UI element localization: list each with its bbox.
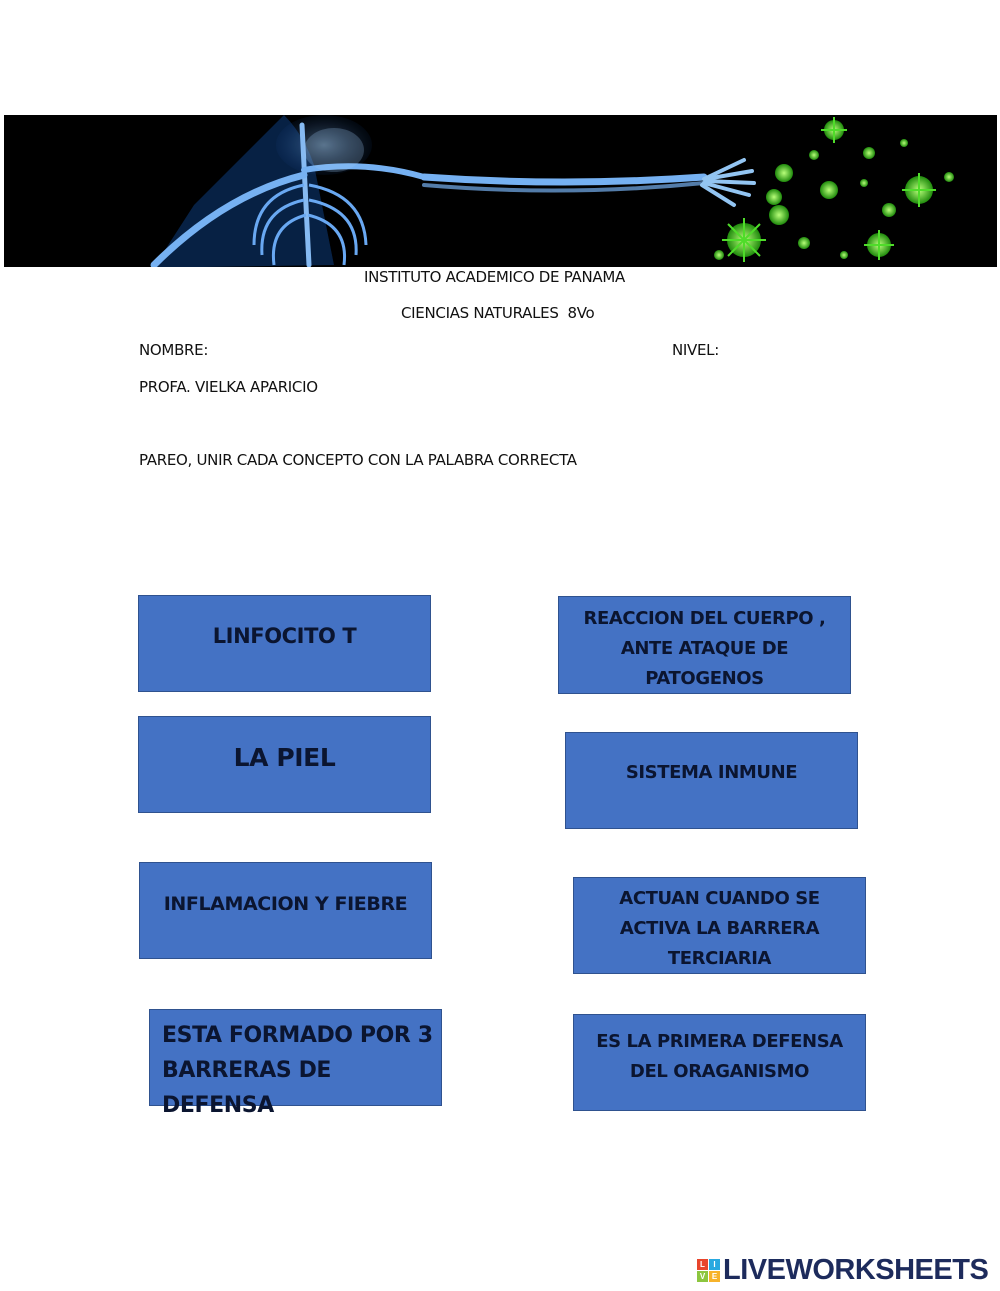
logo-mark-letter: L [697,1259,708,1270]
logo-mark-letter: I [709,1259,720,1270]
box-text-line: ACTUAN CUANDO SE [619,888,820,909]
logo-text: LIVEWORKSHEETS [723,1253,989,1286]
box-text-line: BARRERAS DE DEFENSA [162,1058,332,1118]
logo-mark-letter: E [709,1271,720,1282]
concept-box-la-piel[interactable] [138,716,431,813]
teacher-name: PROFA. VIELKA APARICIO [139,378,318,396]
liveworksheets-logo [697,1255,988,1285]
name-label: NOMBRE: [139,341,209,359]
box-text: SISTEMA INMUNE [625,762,798,783]
definition-box-primera-defensa[interactable] [573,1014,866,1111]
box-text-line: ANTE ATAQUE DE [620,638,789,659]
instructions: PAREO, UNIR CADA CONCEPTO CON LA PALABRA CORRECTA [139,451,577,469]
box-text-line: TERCIARIA [667,948,772,969]
box-text-line: REACCION DEL CUERPO , [583,608,826,629]
box-text: INFLAMACION Y FIEBRE [163,893,408,915]
school-name: INSTITUTO ACADEMICO DE PANAMA [364,268,625,286]
skeleton-virus-illustration [4,115,997,267]
definition-box-reaccion[interactable] [558,596,851,694]
box-text-line: PATOGENOS [645,668,764,689]
box-text-line: ES LA PRIMERA DEFENSA [596,1031,843,1052]
concept-box-inflamacion[interactable] [139,862,432,959]
skeleton-figure [154,115,754,267]
box-text-line: DEL ORAGANISMO [629,1061,810,1082]
box-text-line: ACTIVA LA BARRERA [619,918,820,939]
definition-box-sistema-inmune[interactable] [565,732,858,829]
concept-box-tres-barreras[interactable] [149,1009,442,1118]
definition-box-barrera-terciaria[interactable] [573,877,866,974]
concept-box-linfocito-t[interactable] [138,595,431,692]
subject-title: CIENCIAS NATURALES 8Vo [401,304,595,322]
logo-mark-icon [697,1259,720,1282]
header-banner-image [4,115,997,267]
box-text: LA PIEL [233,743,336,772]
box-text-line: ESTA FORMADO POR 3 [162,1023,433,1048]
logo-mark-letter: V [697,1271,708,1282]
box-text: LINFOCITO T [212,624,357,648]
level-label: NIVEL: [672,341,719,359]
